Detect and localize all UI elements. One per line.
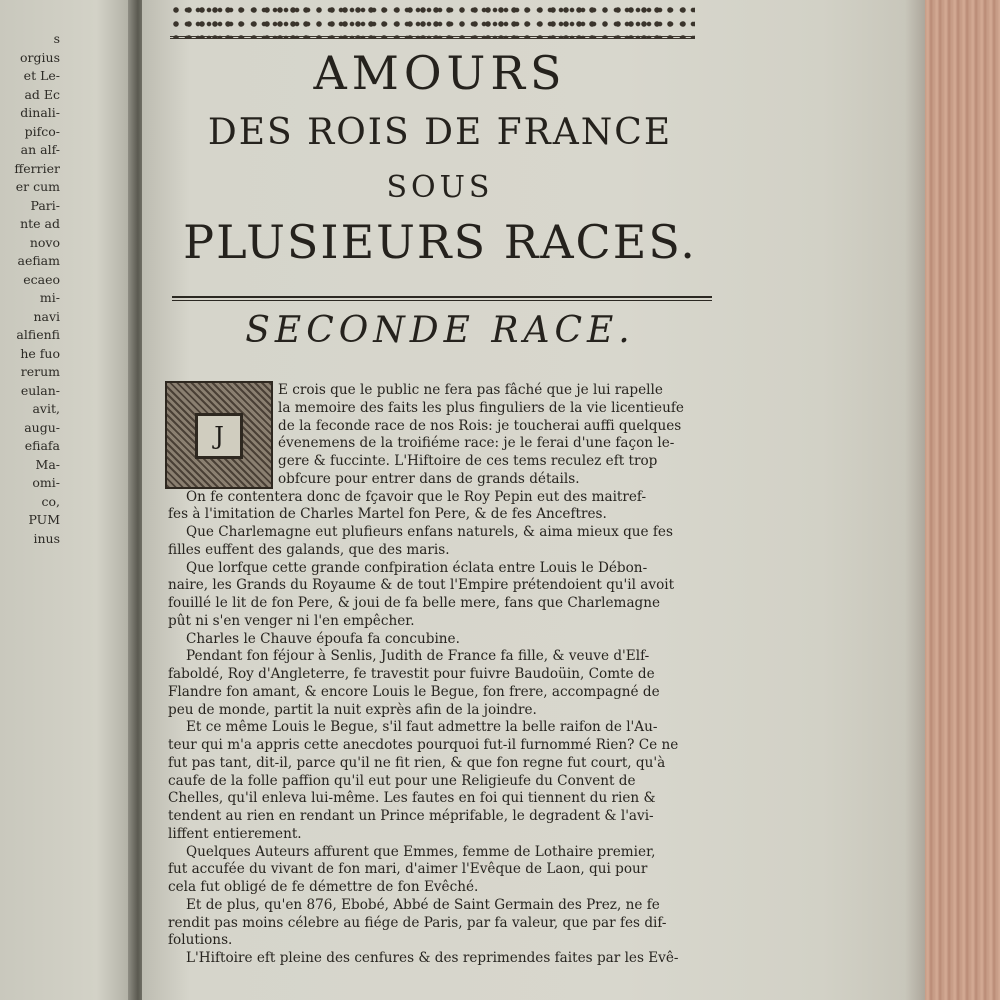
body-paragraph [168, 382, 723, 489]
text-line: fut pas tant, dit-il, parce qu'il ne fit rien, & que fon regne fut court, qu'à [168, 754, 666, 771]
left-page-text-fragments [0, 30, 60, 548]
body-paragraph [168, 897, 723, 950]
text-line: teur qui m'a appris cette anecdotes pourquoi fut-il furnommé Rien? Ce ne [168, 737, 679, 753]
left-page-fragment: s [53, 31, 60, 46]
text-line: Que lorfque cette grande confpiration éclata entre Louis le Débon- [186, 559, 648, 576]
text-line: pût ni s'en venger ni l'en empêcher. [168, 612, 415, 629]
text-line: liffent entierement. [168, 825, 302, 842]
left-page-fragment: PUM [28, 512, 60, 527]
text-line: tendent au rien en rendant un Prince méprifable, le degradent & l'avi- [168, 808, 654, 824]
text-line: gere & fuccinte. L'Hiftoire de ces tems reculez eft trop [278, 453, 658, 469]
left-page-fragment: fferrier [14, 160, 60, 176]
title-rule [172, 296, 712, 301]
body-text [168, 382, 723, 968]
text-line: Charles le Chauve époufa fa concubine. [186, 630, 460, 647]
title-line-3: SOUS [386, 170, 494, 205]
left-page-fragment: co, [41, 493, 60, 509]
left-page-fragment: an alf- [20, 142, 60, 157]
left-page-fragment: omi- [32, 475, 60, 490]
left-page-fragment: efiafa [24, 438, 60, 453]
left-page-fragment: Pari- [30, 197, 60, 213]
text-line: naire, les Grands du Royaume & de tout l'Empire prétendoient qu'il avoit [168, 577, 675, 594]
left-page-fragment: orgius [20, 49, 60, 65]
text-line: obfcure pour entrer dans de grands détails. [278, 470, 580, 487]
left-page-fragment: novo [29, 234, 60, 250]
body-paragraph [168, 719, 723, 843]
text-line: Flandre fon amant, & encore Louis le Begue, fon frere, accompagné de [168, 683, 660, 700]
left-page-fragment: aefiam [17, 253, 60, 268]
left-page-fragment: he fuo [20, 345, 60, 361]
text-line: Et ce même Louis le Begue, s'il faut admettre la belle raifon de l'Au- [186, 719, 658, 736]
text-line: peu de monde, partit la nuit exprès afin de la joindre. [168, 701, 537, 718]
body-paragraph [168, 950, 723, 968]
left-page-fragment: navi [33, 308, 60, 324]
drop-cap-letter: J [214, 422, 224, 450]
left-page-fragment: dinali- [20, 105, 60, 120]
text-line: On fe contentera donc de fçavoir que le Roy Pepin eut des maitref- [186, 488, 647, 505]
left-page-fragment: alfienfi [16, 327, 60, 342]
title-line-2: DES ROIS DE FRANCE [207, 112, 673, 153]
body-paragraph [168, 631, 723, 649]
section-title: SECONDE RACE. [245, 310, 635, 351]
text-line: Pendant fon féjour à Senlis, Judith de France fa fille, & veuve d'Elf- [186, 648, 650, 665]
left-page-fragment: inus [33, 530, 60, 546]
text-line: L'Hiftoire eft pleine des cenfures & des reprimendes faites par les Evê- [186, 950, 679, 966]
text-line: fouillé le lit de fon Pere, & joui de fa belle mere, fans que Charlemagne [168, 595, 661, 611]
text-line: rendit pas moins célebre au fiége de Paris, par fa valeur, que par fes dif- [168, 914, 667, 931]
body-paragraph [168, 844, 723, 897]
body-paragraph [168, 560, 723, 631]
text-line: Que Charlemagne eut plufieurs enfans naturels, & aima mieux que fes [186, 524, 673, 540]
text-line: cela fut obligé de fe démettre de fon Evêché. [168, 879, 479, 895]
left-page-fragment: augu- [24, 419, 60, 435]
left-facing-page [0, 0, 138, 1000]
left-page-fragment: mi- [39, 290, 60, 305]
text-line: évenemens de la troifiéme race: je le ferai d'une façon le- [278, 435, 675, 452]
left-page-fragment: ecaeo [23, 271, 60, 287]
left-page-fragment: ad Ec [24, 86, 60, 102]
text-line: Et de plus, qu'en 876, Ebobé, Abbé de Saint Germain des Prez, ne fe [186, 896, 660, 913]
text-line: fes à l'imitation de Charles Martel fon Pere, & de fes Anceftres. [168, 506, 607, 523]
left-page-fragment: eulan- [20, 382, 60, 398]
left-page-fragment: avit, [32, 401, 60, 416]
text-line: fut accufée du vivant de fon mari, d'aimer l'Evêque de Laon, qui pour [168, 861, 648, 878]
title-line-1: AMOURS [313, 46, 567, 100]
body-paragraph [168, 489, 723, 525]
text-line: filles euffent des galands, que des maris. [168, 541, 450, 558]
title-line-4: PLUSIEURS RACES. [183, 215, 697, 269]
text-line: faboldé, Roy d'Angleterre, fe travestit pour fuivre Baudoüin, Comte de [168, 666, 655, 682]
text-line: de la feconde race de nos Rois: je toucherai auffi quelques [278, 417, 682, 434]
left-page-fragment: et Le- [23, 68, 60, 83]
text-line: la memoire des faits les plus finguliers de la vie licentieufe [278, 399, 684, 416]
text-line: caufe de la folle paffion qu'il eut pour une Religieufe du Convent de [168, 772, 636, 789]
text-line: Chelles, qu'il enleva lui-même. Les fautes en foi qui tiennent du rien & [168, 790, 656, 807]
header-ornament-band [170, 0, 695, 39]
left-page-fragment: pifco- [24, 123, 60, 139]
body-paragraph [168, 648, 723, 719]
left-page-fragment: Ma- [35, 456, 60, 472]
text-line: E crois que le public ne fera pas fâché que je lui rapelle [278, 382, 663, 398]
page-stack-edge [925, 0, 1000, 1000]
body-paragraph [168, 524, 723, 560]
text-line: Quelques Auteurs affurent que Emmes, femme de Lothaire premier, [186, 843, 656, 860]
left-page-fragment: rerum [20, 364, 60, 379]
text-line: folutions. [168, 932, 233, 949]
left-page-fragment: nte ad [20, 216, 60, 231]
left-page-fragment: er cum [15, 179, 60, 194]
